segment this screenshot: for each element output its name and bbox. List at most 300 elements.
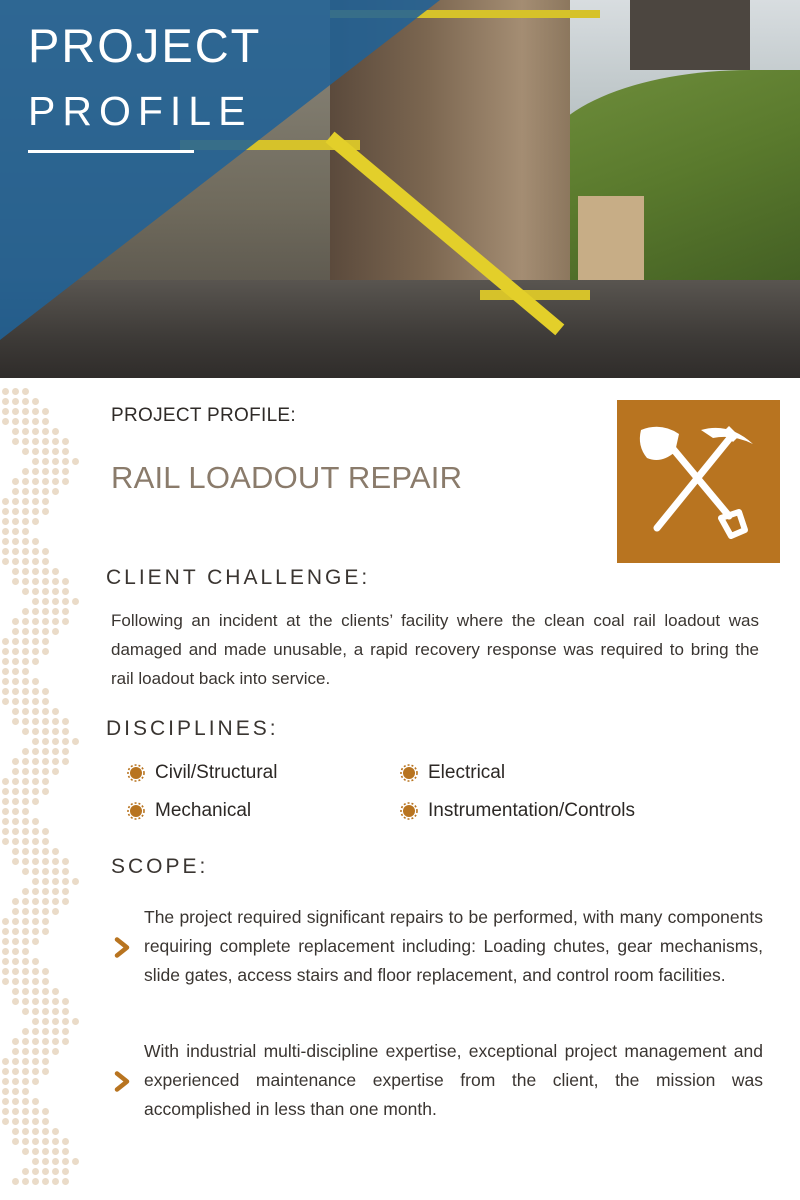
decorative-dot [32,498,39,505]
decorative-dot [62,588,69,595]
decorative-dot [12,618,19,625]
decorative-dot [52,568,59,575]
decorative-dot [12,948,19,955]
decorative-dot [2,548,9,555]
decorative-dot [62,1008,69,1015]
decorative-dot [2,798,9,805]
decorative-dot [52,448,59,455]
decorative-dot [32,578,39,585]
decorative-dot [22,1038,29,1045]
decorative-dot [32,488,39,495]
decorative-dot [62,448,69,455]
decorative-dot [32,418,39,425]
decorative-dot [42,458,49,465]
decorative-dot [42,1028,49,1035]
decorative-dot [42,618,49,625]
decorative-dot [22,648,29,655]
decorative-dot [2,968,9,975]
decorative-dot [12,768,19,775]
decorative-dot [42,768,49,775]
decorative-dot [2,1068,9,1075]
decorative-dot [32,408,39,415]
decorative-dot [32,988,39,995]
decorative-dot [72,598,79,605]
decorative-dot [42,628,49,635]
decorative-dot [22,1148,29,1155]
decorative-dot [12,688,19,695]
decorative-dot [12,788,19,795]
decorative-dot [12,718,19,725]
decorative-dot [12,1078,19,1085]
decorative-dot [52,1158,59,1165]
decorative-dot [2,538,9,545]
decorative-dot [22,448,29,455]
decorative-dot [42,428,49,435]
decorative-dot [52,1018,59,1025]
decorative-dot [62,1028,69,1035]
hero-title-line1: PROJECT [28,19,262,72]
decorative-dot [12,978,19,985]
decorative-dot [2,638,9,645]
decorative-dot [22,1138,29,1145]
decorative-dot [12,938,19,945]
decorative-dot [52,1178,59,1185]
decorative-dot [12,668,19,675]
decorative-dot [22,698,29,705]
decorative-dot [22,988,29,995]
decorative-dot [52,588,59,595]
decorative-dot [32,1108,39,1115]
decorative-dot [62,868,69,875]
decorative-dot [32,798,39,805]
decorative-dot [12,398,19,405]
decorative-dot [22,928,29,935]
decorative-dot [2,808,9,815]
decorative-dot [22,708,29,715]
decorative-dot [62,888,69,895]
decorative-dot [22,788,29,795]
decorative-dot [12,638,19,645]
decorative-dot [42,738,49,745]
decorative-dot [22,418,29,425]
decorative-dot [12,578,19,585]
decorative-dot [32,1068,39,1075]
decorative-dot [32,478,39,485]
decorative-dot [12,1118,19,1125]
decorative-dot [12,438,19,445]
decorative-dot [12,658,19,665]
decorative-dot [12,828,19,835]
decorative-dot [2,518,9,525]
discipline-label: Instrumentation/Controls [428,800,635,821]
decorative-dot [42,708,49,715]
decorative-dot [22,798,29,805]
decorative-dot [42,918,49,925]
decorative-dot [42,488,49,495]
decorative-dot [2,658,9,665]
decorative-dot [12,808,19,815]
decorative-dot [32,978,39,985]
decorative-dot [22,488,29,495]
decorative-dot [2,918,9,925]
decorative-dot [32,858,39,865]
decorative-dot [62,438,69,445]
decorative-dot [32,428,39,435]
decorative-dot [22,768,29,775]
decorative-dot [42,718,49,725]
decorative-dot [32,788,39,795]
challenge-text: Following an incident at the clients’ facility where the clean coal rail loadout was damaged and made unusable, a rapid recovery response was required to bring the rail loadout back into service. [111,611,759,688]
decorative-dot [32,838,39,845]
chevron-right-icon [111,1039,133,1124]
decorative-dot [32,638,39,645]
decorative-dot [2,818,9,825]
decorative-dot [62,738,69,745]
decorative-dot [52,468,59,475]
decorative-dot [42,858,49,865]
decorative-dot [42,828,49,835]
decorative-dot [32,738,39,745]
decorative-dot [22,908,29,915]
hero-photo-shed [578,196,644,280]
decorative-dot [52,438,59,445]
decorative-dot [2,1118,9,1125]
decorative-dot [22,818,29,825]
decorative-dot [22,938,29,945]
decorative-dot [62,1148,69,1155]
decorative-dot [22,658,29,665]
decorative-dot [22,888,29,895]
decorative-dot [12,928,19,935]
decorative-dot [22,408,29,415]
decorative-dot [42,1148,49,1155]
decorative-dot [62,718,69,725]
decorative-dot [32,868,39,875]
decorative-dot [62,728,69,735]
decorative-dot [62,598,69,605]
decorative-dot [32,998,39,1005]
decorative-dot [12,818,19,825]
discipline-item [127,800,251,822]
decorative-dot [52,1038,59,1045]
decorative-dot [52,758,59,765]
decorative-dot [22,1108,29,1115]
decorative-dot [22,618,29,625]
decorative-dot [32,618,39,625]
decorative-dot [52,848,59,855]
decorative-dot [12,1108,19,1115]
decorative-dot [52,738,59,745]
scope-item-text: With industrial multi-discipline expertise, exceptional project management and experienced maintenance expertise from the client, the mission was accomplished in less than one month. [144,1041,763,1119]
decorative-dot [52,908,59,915]
decorative-dot [62,1178,69,1185]
decorative-dot [72,878,79,885]
decorative-dot [2,688,9,695]
decorative-dot [32,1168,39,1175]
decorative-dot [32,648,39,655]
discipline-item [400,762,505,784]
decorative-dot [32,928,39,935]
decorative-dot [2,948,9,955]
decorative-dot [12,838,19,845]
decorative-dot [32,1008,39,1015]
decorative-dot [42,478,49,485]
decorative-dot [52,878,59,885]
decorative-dot [12,1088,19,1095]
decorative-dot [42,998,49,1005]
decorative-dot [42,448,49,455]
decorative-dot [22,1178,29,1185]
decorative-dot [12,648,19,655]
decorative-dot [22,628,29,635]
decorative-dot [32,708,39,715]
decorative-dot [52,708,59,715]
decorative-dot [42,1178,49,1185]
hero-photo-ground [0,280,800,378]
decorative-dot [12,1128,19,1135]
decorative-dot [22,1008,29,1015]
decorative-dot [12,1058,19,1065]
decorative-dot [32,718,39,725]
decorative-dot [42,1038,49,1045]
decorative-dot [52,988,59,995]
decorative-dot [32,1178,39,1185]
decorative-dot [42,1018,49,1025]
discipline-label: Electrical [428,762,506,783]
decorative-dot [62,468,69,475]
decorative-dot [2,558,9,565]
decorative-dot [42,588,49,595]
decorative-dot [12,678,19,685]
decorative-dot [42,1058,49,1065]
decorative-dot [32,968,39,975]
decorative-dot [12,568,19,575]
hero-photo-platform [480,290,590,300]
decorative-dot [52,1138,59,1145]
decorative-dot [22,898,29,905]
decorative-dot [32,918,39,925]
challenge-heading: CLIENT CHALLENGE: [106,566,371,589]
decorative-dot [62,1018,69,1025]
decorative-dot [52,578,59,585]
discipline-label: Civil/Structural [155,762,278,783]
decorative-dot [22,1128,29,1135]
decorative-dot [52,768,59,775]
decorative-dot [32,588,39,595]
decorative-dot [32,598,39,605]
decorative-dot [32,728,39,735]
decorative-dot [42,638,49,645]
decorative-dot [72,738,79,745]
decorative-dot [52,428,59,435]
decorative-dot [12,898,19,905]
decorative-dot [62,578,69,585]
decorative-dot [62,898,69,905]
decorative-dot [2,978,9,985]
decorative-dot [62,618,69,625]
decorative-dot [12,1178,19,1185]
decorative-dot [32,1078,39,1085]
decorative-dot [62,858,69,865]
decorative-dot [12,558,19,565]
decorative-dot [12,478,19,485]
decorative-dot [52,628,59,635]
decorative-dot [22,978,29,985]
decorative-dot [62,458,69,465]
decorative-dot [22,998,29,1005]
decorative-dot [42,688,49,695]
decorative-dot [42,908,49,915]
decorative-dot [32,558,39,565]
decorative-dot [42,568,49,575]
decorative-dot [42,418,49,425]
decorative-dot [22,588,29,595]
decorative-dot [22,808,29,815]
decorative-dot [22,428,29,435]
decorative-dot [12,428,19,435]
decorative-dot [12,968,19,975]
decorative-dot [42,848,49,855]
decorative-dot [2,788,9,795]
decorative-dot [32,778,39,785]
decorative-dot [72,1018,79,1025]
disciplines-heading: DISCIPLINES: [106,717,279,740]
decorative-dot [42,1128,49,1135]
decorative-dot [22,968,29,975]
decorative-dot [12,488,19,495]
decorative-dot [2,1108,9,1115]
decorative-dot [42,1138,49,1145]
decorative-dot [32,908,39,915]
decorative-dot [42,498,49,505]
decorative-dot [32,678,39,685]
shovel-pickaxe-icon [617,400,780,563]
decorative-dot [52,598,59,605]
decorative-dot [42,408,49,415]
decorative-dot [42,698,49,705]
decorative-dot [52,748,59,755]
decorative-dot [12,408,19,415]
decorative-dot [12,548,19,555]
decorative-dot [22,1088,29,1095]
decorative-dot [32,1058,39,1065]
sunburst-bullet-icon [400,764,418,782]
decorative-dot [32,1158,39,1165]
decorative-dot [2,698,9,705]
decorative-dot [42,1168,49,1175]
decorative-dot [42,898,49,905]
decorative-dot [52,718,59,725]
sunburst-bullet-icon [127,802,145,820]
decorative-dot [12,1068,19,1075]
decorative-dot [32,1098,39,1105]
decorative-dot [12,508,19,515]
decorative-dot [42,548,49,555]
decorative-dot [22,1028,29,1035]
decorative-dot [22,688,29,695]
decorative-dot [22,848,29,855]
decorative-dot [22,678,29,685]
page-subheading: PROJECT PROFILE: [111,405,296,426]
scope-item-text: The project required significant repairs to be performed, with many components requiring complete replacement including: Loading chutes, gear mechanisms, slide gates, access stairs and floor replacement, and control room facilities. [144,907,763,985]
decorative-dot [42,748,49,755]
decorative-dot [62,758,69,765]
decorative-dot [52,898,59,905]
decorative-dot [2,398,9,405]
decorative-dot [22,1118,29,1125]
decorative-dot [42,558,49,565]
decorative-dot [2,838,9,845]
decorative-dot [12,418,19,425]
decorative-dot [62,878,69,885]
decorative-dot [2,508,9,515]
decorative-dot [32,568,39,575]
hero-title-line2: PROFILE [28,88,253,134]
decorative-dot [32,548,39,555]
decorative-dot [52,488,59,495]
decorative-dot [52,728,59,735]
decorative-dot [2,958,9,965]
decorative-dot [22,438,29,445]
decorative-dot [32,468,39,475]
decorative-dot [32,518,39,525]
decorative-dot [22,838,29,845]
decorative-dot [22,828,29,835]
decorative-dot [22,778,29,785]
decorative-dot [22,398,29,405]
decorative-dot [22,948,29,955]
decorative-dot [2,778,9,785]
decorative-dot [42,468,49,475]
decorative-dot [52,1168,59,1175]
decorative-dot [22,1098,29,1105]
decorative-dot [52,608,59,615]
decorative-dot [12,528,19,535]
decorative-dot [62,608,69,615]
decorative-dot [32,398,39,405]
scope-heading: SCOPE: [111,855,209,878]
decorative-dot [12,778,19,785]
decorative-dot [22,528,29,535]
decorative-dot [22,548,29,555]
decorative-dot [62,1158,69,1165]
decorative-dot [42,648,49,655]
decorative-dot [32,1048,39,1055]
decorative-dot [32,1138,39,1145]
hero-banner [0,0,800,378]
decorative-dot [22,1068,29,1075]
decorative-dot [22,668,29,675]
decorative-dot [72,1158,79,1165]
decorative-dot [2,388,9,395]
decorative-dot [42,1108,49,1115]
decorative-dot [2,408,9,415]
decorative-dot [22,538,29,545]
decorative-dot [22,728,29,735]
decorative-dot [42,968,49,975]
decorative-dot [32,658,39,665]
decorative-dot [32,1018,39,1025]
decorative-dot [32,538,39,545]
decorative-dot [12,988,19,995]
decorative-dot [12,1098,19,1105]
decorative-dot [22,958,29,965]
decorative-dot [42,1048,49,1055]
decorative-dot [42,778,49,785]
decorative-dot [22,568,29,575]
decorative-dot [32,848,39,855]
decorative-dot [2,648,9,655]
